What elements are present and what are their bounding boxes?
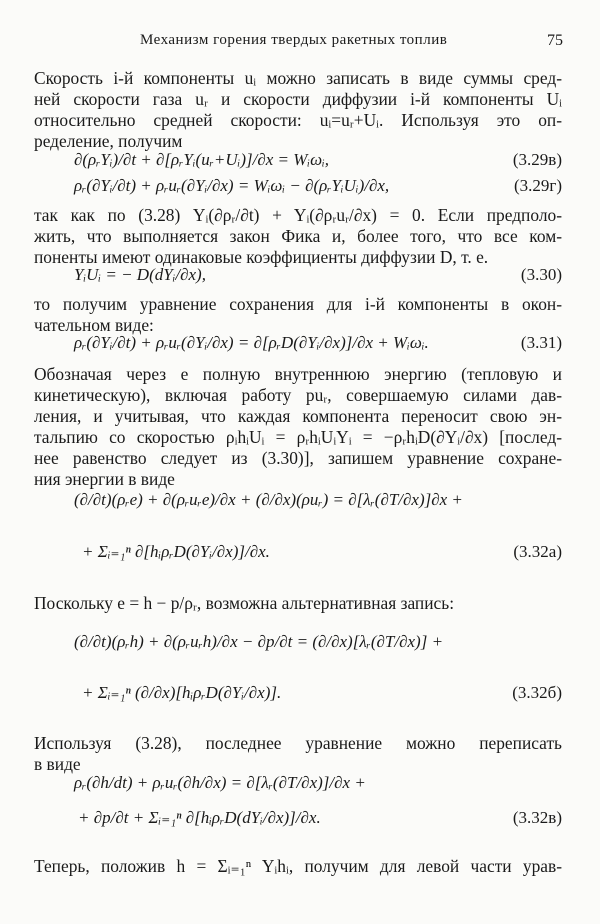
equation-text: ∂(ρᵣYᵢ)/∂t + ∂[ρᵣYᵢ(uᵣ+Uᵢ)]/∂x = Wᵢωᵢ, [74, 150, 330, 169]
equation-3-30 [34, 265, 562, 289]
text-line: в виде [34, 754, 81, 774]
equation-number: (3.32б) [512, 683, 562, 702]
equation-text: (∂/∂t)(ρᵣh) + ∂(ρᵣuᵣh)/∂x − ∂p/∂t = (∂/∂x)[λᵣ(∂T/∂x)] + [74, 632, 444, 651]
text-line: кинетическую), включая работу puᵣ, совершаемую силами дав- [34, 385, 562, 405]
text-line: поненты имеют одинаковые коэффициенты диффузии D, т. е. [34, 247, 489, 267]
paragraph-internal-energy [34, 364, 562, 490]
equation-text: YᵢUᵢ = − D(dYᵢ/∂x), [74, 265, 206, 284]
paragraph-conservation [34, 294, 562, 336]
equation-number: (3.32в) [512, 808, 562, 827]
equation-3-32v-line1 [34, 773, 562, 797]
paragraph-fick-law [34, 205, 562, 268]
running-head: Механизм горения твердых ракетных топлив [140, 32, 448, 48]
text-line: Скорость i-й компоненты uᵢ можно записать в виде суммы сред- [34, 68, 562, 88]
equation-text: (∂/∂t)(ρᵣe) + ∂(ρᵣuᵣe)/∂x + (∂/∂x)(ρuᵣ) = ∂[λᵣ(∂T/∂x)]∂x + [74, 490, 463, 509]
text-line: Обозначая через e полную внутреннюю энергию (тепловую и [34, 364, 562, 384]
equation-3-29v [34, 150, 562, 174]
equation-number: (3.29в) [512, 150, 562, 169]
text-line: тальпию со скоростью ρᵢhᵢUᵢ = ρᵣhᵢUᵢYᵢ = −ρᵣhᵢD(∂Yᵢ/∂x) [послед- [34, 427, 562, 447]
equation-3-29g [34, 176, 562, 200]
text-line: ней скорости газа uᵣ и скорости диффузии i-й компоненты Uᵢ [34, 89, 562, 109]
page-header [0, 32, 600, 56]
text-line: ределение, получим [34, 131, 183, 151]
paragraph-rewrite [34, 733, 562, 775]
text-line: ления, и учитывая, что каждая компонента переносит свою эн- [34, 406, 562, 426]
text-line: Поскольку e = h − p/ρᵣ, возможна альтернативная запись: [34, 593, 455, 613]
equation-text: ρᵣ(∂h/dt) + ρᵣuᵣ(∂h/∂x) = ∂[λᵣ(∂T/∂x)]/∂x + [74, 773, 366, 792]
text-line: ния энергии в виде [34, 469, 175, 489]
text-line: жить, что выполняется закон Фика и, более того, что все ком- [34, 226, 562, 246]
paragraph-alternative [34, 593, 562, 614]
text-line: то получим уравнение сохранения для i-й компоненты в окон- [34, 294, 562, 314]
equation-number: (3.31) [520, 333, 562, 352]
text-line: относительно средней скорости: uᵢ=uᵣ+Uᵢ. Используя это оп- [34, 110, 562, 130]
equation-text: + ∂p/∂t + Σᵢ₌₁ⁿ ∂[hᵢρᵣD(dYᵢ/∂x)]/∂x. [78, 808, 321, 827]
text-line: Теперь, положив h = Σᵢ₌₁ⁿ Yᵢhᵢ, получим для левой части урав- [34, 856, 562, 876]
equation-text: ρᵣ(∂Yᵢ/∂t) + ρᵣuᵣ(∂Yᵢ/∂x) = Wᵢωᵢ − ∂(ρᵣYᵢUᵢ)/∂x, [74, 176, 390, 195]
text-line: чательном виде: [34, 315, 154, 335]
text-line: нее равенство следует из (3.30)], запишем уравнение сохране- [34, 448, 562, 468]
equation-text: + Σᵢ₌₁ⁿ (∂/∂x)[hᵢρᵣD(∂Yᵢ/∂x)]. [82, 683, 282, 702]
equation-number: (3.32а) [513, 542, 562, 561]
text-line: так как по (3.28) Yᵢ(∂ρᵣ/∂t) + Yᵢ(∂ρᵣuᵣ/∂x) = 0. Если предполо- [34, 205, 562, 225]
equation-text: + Σᵢ₌₁ⁿ ∂[hᵢρᵣD(∂Yᵢ/∂x)]/∂x. [82, 542, 270, 561]
equation-3-32b-line2 [34, 683, 562, 707]
page-number: 75 [547, 32, 563, 49]
paragraph-diffusion-velocity [34, 68, 562, 152]
equation-3-32v-line2 [34, 808, 562, 832]
equation-3-32b-line1 [34, 632, 562, 656]
equation-3-31 [34, 333, 562, 357]
equation-3-32a-line2 [34, 542, 562, 566]
paragraph-enthalpy-sum [34, 856, 562, 877]
equation-number: (3.30) [520, 265, 562, 284]
equation-number: (3.29г) [513, 176, 562, 195]
equation-3-32a-line1 [34, 490, 562, 514]
equation-text: ρᵣ(∂Yᵢ/∂t) + ρᵣuᵣ(∂Yᵢ/∂x) = ∂[ρᵣD(∂Yᵢ/∂x)]/∂x + Wᵢωᵢ. [74, 333, 429, 352]
text-line: Используя (3.28), последнее уравнение можно переписать [34, 733, 562, 753]
